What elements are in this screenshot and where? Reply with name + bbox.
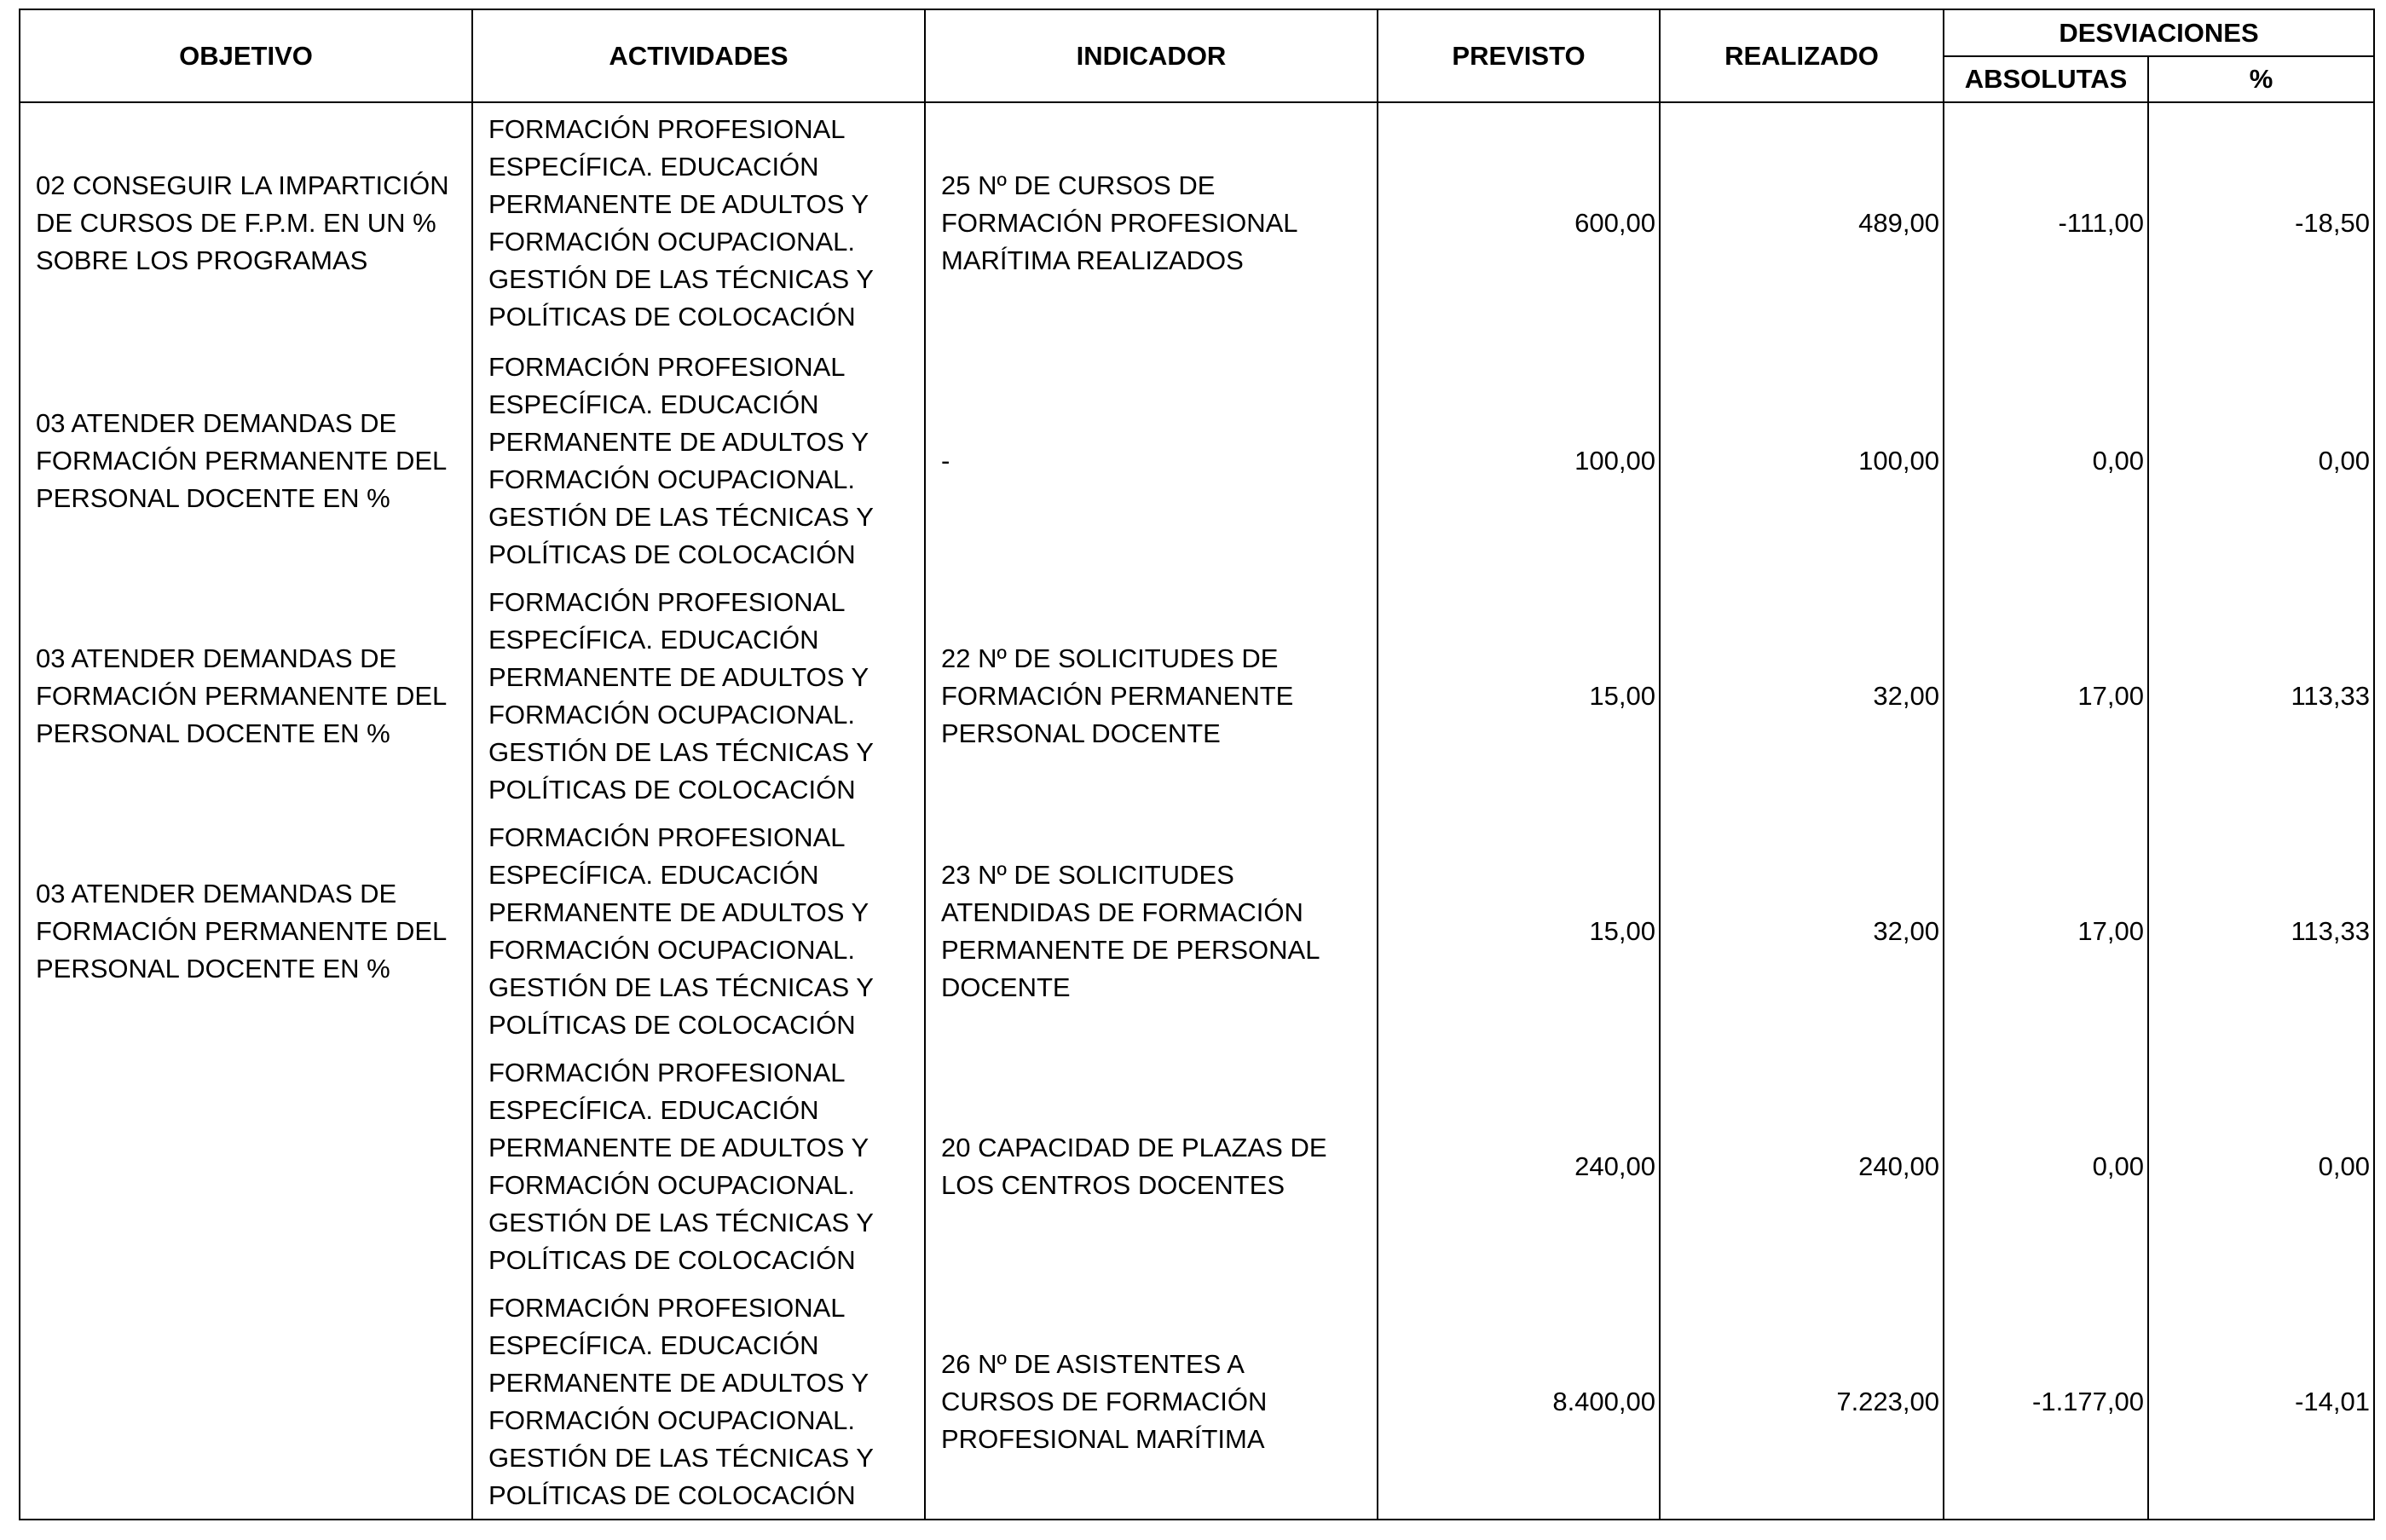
cell-objetivo: 02 CONSEGUIR LA IMPARTICIÓN DE CURSOS DE F.P.M. EN UN % SOBRE LOS PROGRAMAS [20, 102, 472, 343]
cell-absolutas: -1.177,00 [1944, 1284, 2148, 1520]
cell-previsto: 8.400,00 [1378, 1284, 1660, 1520]
table-row [20, 579, 2374, 814]
cell-previsto: 240,00 [1378, 1049, 1660, 1284]
cell-absolutas: 0,00 [1944, 1049, 2148, 1284]
cell-indicador: 26 Nº DE ASISTENTES A CURSOS DE FORMACIÓN PROFESIONAL MARÍTIMA [925, 1284, 1378, 1520]
cell-absolutas: -111,00 [1944, 102, 2148, 343]
header-indicador: INDICADOR [925, 9, 1378, 102]
cell-porcentaje: 0,00 [2148, 343, 2374, 579]
cell-porcentaje: -14,01 [2148, 1284, 2374, 1520]
table-row [20, 1049, 2374, 1284]
cell-porcentaje: -18,50 [2148, 102, 2374, 343]
table-row [20, 343, 2374, 579]
cell-realizado: 100,00 [1660, 343, 1944, 579]
cell-actividades: FORMACIÓN PROFESIONAL ESPECÍFICA. EDUCACIÓN PERMANENTE DE ADULTOS Y FORMACIÓN OCUPACIONAL. GESTIÓN DE LAS TÉCNICAS Y POLÍTICAS DE COLOCACIÓN [472, 1049, 925, 1284]
objectives-table [19, 9, 2375, 1520]
cell-indicador: 25 Nº DE CURSOS DE FORMACIÓN PROFESIONAL MARÍTIMA REALIZADOS [925, 102, 1378, 343]
header-actividades: ACTIVIDADES [472, 9, 925, 102]
cell-porcentaje: 113,33 [2148, 579, 2374, 814]
cell-objetivo [20, 1284, 472, 1520]
cell-actividades: FORMACIÓN PROFESIONAL ESPECÍFICA. EDUCACIÓN PERMANENTE DE ADULTOS Y FORMACIÓN OCUPACIONAL. GESTIÓN DE LAS TÉCNICAS Y POLÍTICAS DE COLOCACIÓN [472, 102, 925, 343]
cell-absolutas: 17,00 [1944, 579, 2148, 814]
cell-actividades: FORMACIÓN PROFESIONAL ESPECÍFICA. EDUCACIÓN PERMANENTE DE ADULTOS Y FORMACIÓN OCUPACIONAL. GESTIÓN DE LAS TÉCNICAS Y POLÍTICAS DE COLOCACIÓN [472, 579, 925, 814]
cell-previsto: 100,00 [1378, 343, 1660, 579]
cell-actividades: FORMACIÓN PROFESIONAL ESPECÍFICA. EDUCACIÓN PERMANENTE DE ADULTOS Y FORMACIÓN OCUPACIONAL. GESTIÓN DE LAS TÉCNICAS Y POLÍTICAS DE COLOCACIÓN [472, 1284, 925, 1520]
cell-previsto: 15,00 [1378, 814, 1660, 1049]
cell-actividades: FORMACIÓN PROFESIONAL ESPECÍFICA. EDUCACIÓN PERMANENTE DE ADULTOS Y FORMACIÓN OCUPACIONAL. GESTIÓN DE LAS TÉCNICAS Y POLÍTICAS DE COLOCACIÓN [472, 814, 925, 1049]
table-row [20, 1284, 2374, 1520]
cell-realizado: 489,00 [1660, 102, 1944, 343]
cell-realizado: 7.223,00 [1660, 1284, 1944, 1520]
cell-actividades: FORMACIÓN PROFESIONAL ESPECÍFICA. EDUCACIÓN PERMANENTE DE ADULTOS Y FORMACIÓN OCUPACIONAL. GESTIÓN DE LAS TÉCNICAS Y POLÍTICAS DE COLOCACIÓN [472, 343, 925, 579]
cell-indicador: 23 Nº DE SOLICITUDES ATENDIDAS DE FORMACIÓN PERMANENTE DE PERSONAL DOCENTE [925, 814, 1378, 1049]
cell-previsto: 600,00 [1378, 102, 1660, 343]
cell-indicador: 20 CAPACIDAD DE PLAZAS DE LOS CENTROS DOCENTES [925, 1049, 1378, 1284]
cell-objetivo [20, 1049, 472, 1284]
cell-objetivo: 03 ATENDER DEMANDAS DE FORMACIÓN PERMANENTE DEL PERSONAL DOCENTE EN % [20, 343, 472, 579]
cell-realizado: 32,00 [1660, 579, 1944, 814]
cell-realizado: 240,00 [1660, 1049, 1944, 1284]
header-realizado: REALIZADO [1660, 9, 1944, 102]
cell-objetivo: 03 ATENDER DEMANDAS DE FORMACIÓN PERMANENTE DEL PERSONAL DOCENTE EN % [20, 814, 472, 1049]
table-row [20, 102, 2374, 343]
table-row [20, 814, 2374, 1049]
header-previsto: PREVISTO [1378, 9, 1660, 102]
cell-realizado: 32,00 [1660, 814, 1944, 1049]
cell-indicador: - [925, 343, 1378, 579]
cell-previsto: 15,00 [1378, 579, 1660, 814]
cell-absolutas: 17,00 [1944, 814, 2148, 1049]
cell-porcentaje: 0,00 [2148, 1049, 2374, 1284]
header-desviaciones: DESVIACIONES [1944, 9, 2374, 56]
cell-objetivo: 03 ATENDER DEMANDAS DE FORMACIÓN PERMANENTE DEL PERSONAL DOCENTE EN % [20, 579, 472, 814]
cell-absolutas: 0,00 [1944, 343, 2148, 579]
cell-porcentaje: 113,33 [2148, 814, 2374, 1049]
header-objetivo: OBJETIVO [20, 9, 472, 102]
cell-indicador: 22 Nº DE SOLICITUDES DE FORMACIÓN PERMANENTE PERSONAL DOCENTE [925, 579, 1378, 814]
header-porcentaje: % [2148, 56, 2374, 102]
header-absolutas: ABSOLUTAS [1944, 56, 2148, 102]
